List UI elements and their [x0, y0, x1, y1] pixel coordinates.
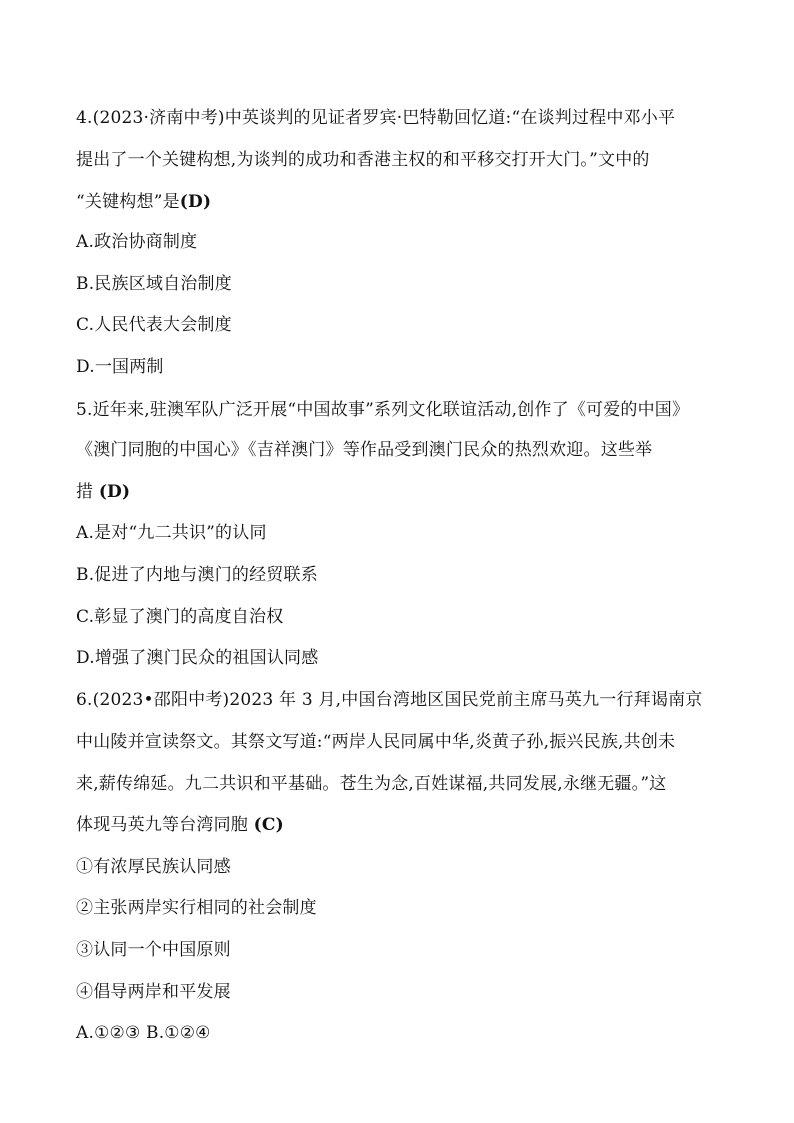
q6-answer: (C): [253, 815, 284, 835]
q4-stem-text: “关键构想”是: [76, 192, 180, 212]
q6-stem-text: 体现马英九等台湾同胞: [76, 815, 248, 835]
q5-stem-text: 措: [76, 482, 94, 502]
q4-option-a: A.政治协商制度: [76, 232, 198, 252]
q4-stem-line-3: [76, 190, 736, 214]
q6-stem-line-4: [76, 813, 736, 837]
q6-statement-2: ②主张两岸实行相同的社会制度: [76, 898, 317, 918]
q4-stem-line-2: 提出了一个关键构想,为谈判的成功和香港主权的和平移交打开大门。”文中的: [76, 150, 650, 170]
q5-stem-line-2: 《澳门同胞的中国心》《吉祥澳门》等作品受到澳门民众的热烈欢迎。这些举: [76, 440, 653, 460]
q5-option-a: A.是对“九二共识”的认同: [76, 523, 267, 543]
q4-option-b: B.民族区域自治制度: [76, 274, 232, 294]
q4-option-d: D.一国两制: [76, 357, 164, 377]
q4-answer: (D): [179, 192, 212, 212]
q6-statement-3: ③认同一个中国原则: [76, 940, 231, 960]
q5-answer: (D): [98, 482, 131, 502]
q6-stem-line-2: 中山陵并宣读祭文。其祭文写道:“两岸人民同属中华,炎黄子孙,振兴民族,共创未: [76, 732, 676, 752]
q6-stem-line-3: 来,薪传绵延。九二共识和平基础。苍生为念,百姓谋福,共同发展,永继无疆。”这: [76, 774, 667, 794]
q4-option-c: C.人民代表大会制度: [76, 315, 232, 335]
q5-stem-line-3: [76, 480, 736, 504]
q6-choices-ab: A.①②③ B.①②④: [76, 1023, 211, 1043]
q6-statement-4: ④倡导两岸和平发展: [76, 982, 231, 1002]
q6-statement-1: ①有浓厚民族认同感: [76, 857, 231, 877]
q4-stem-line-1: 4.(2023·济南中考)中英谈判的见证者罗宾·巴特勒回忆道:“在谈判过程中邓小平: [76, 108, 676, 128]
q5-option-c: C.彰显了澳门的高度自治权: [76, 607, 284, 627]
q5-stem-line-1: 5.近年来,驻澳军队广泛开展“中国故事”系列文化联谊活动,创作了《可爱的中国》: [76, 400, 690, 420]
q5-option-b: B.促进了内地与澳门的经贸联系: [76, 565, 318, 585]
q5-option-d: D.增强了澳门民众的祖国认同感: [76, 648, 319, 668]
q6-stem-line-1: 6.(2023•邵阳中考)2023 年 3 月,中国台湾地区国民党前主席马英九一行拜谒南京: [76, 690, 703, 710]
